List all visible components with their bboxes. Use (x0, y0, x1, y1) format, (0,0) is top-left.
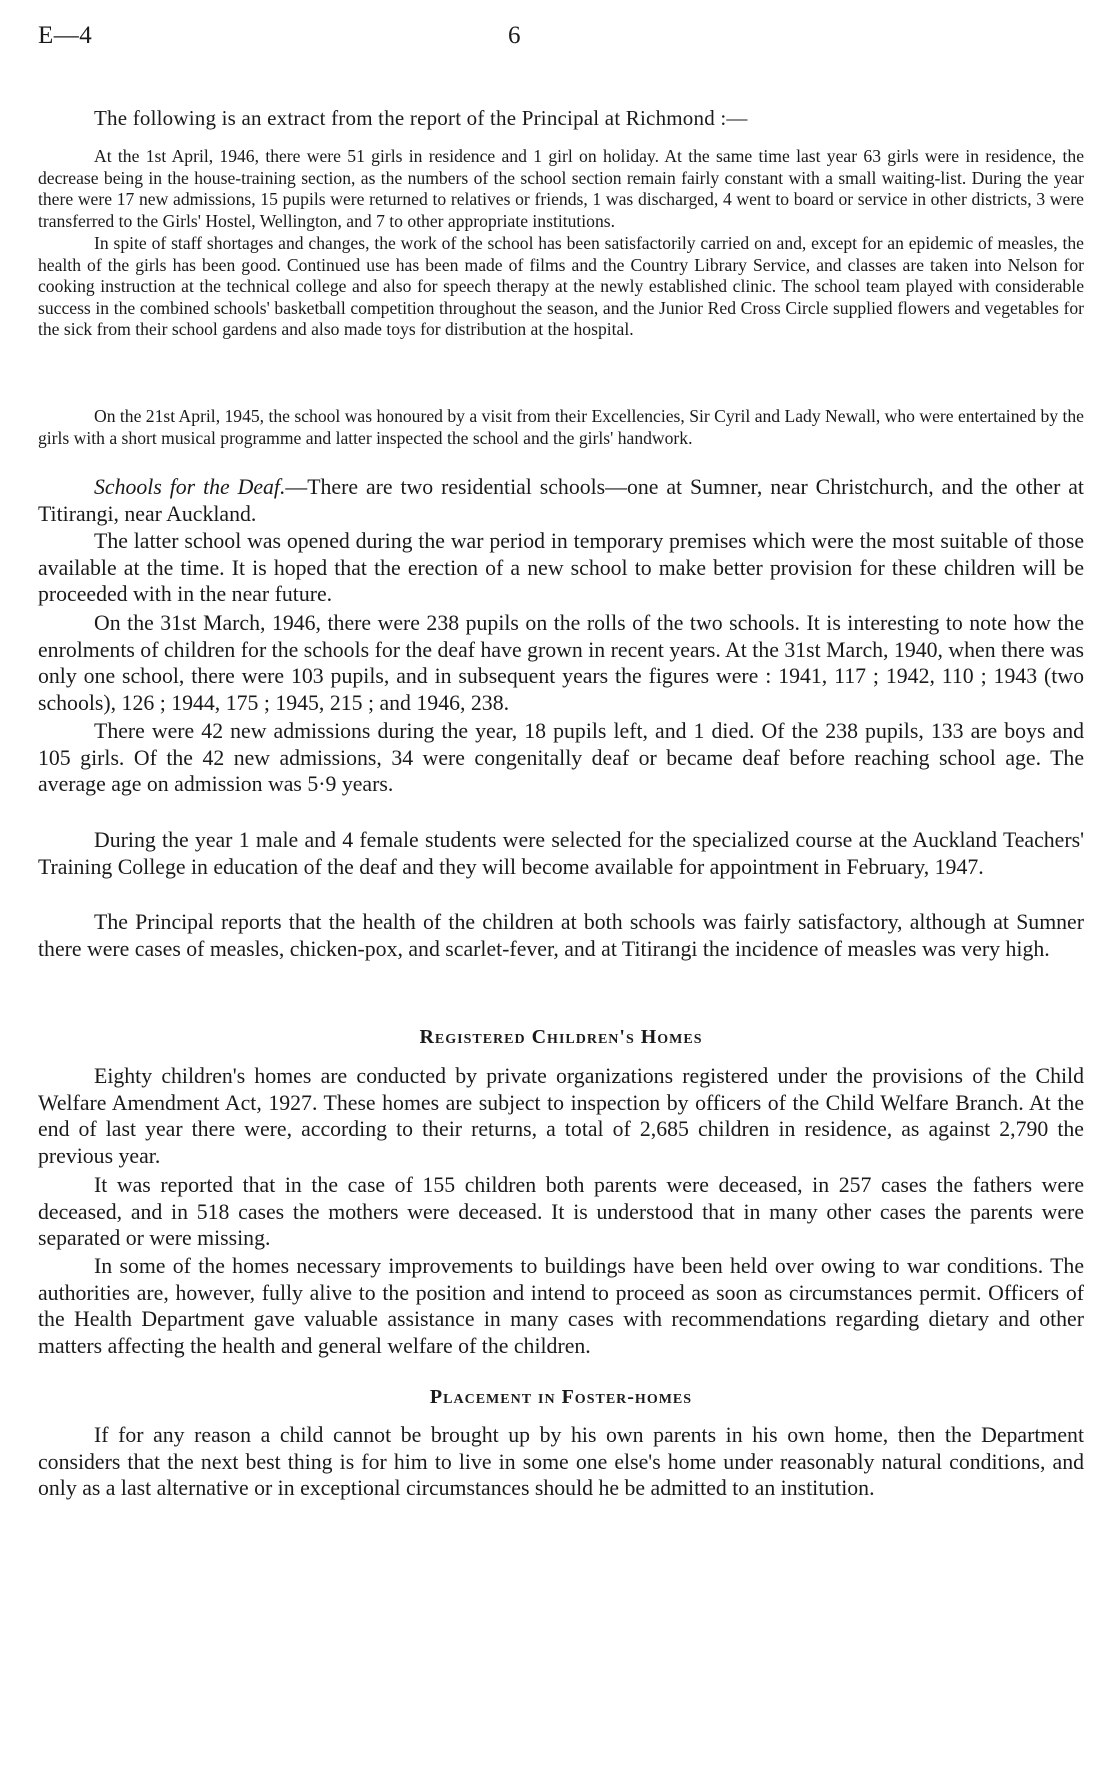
foster-homes-paragraph-1: If for any reason a child cannot be brought up by his own parents in his own home, then the Department considers that the next best thing is for him to live in some one else's home under reasonably natural conditions, and only as a last alternative or in exceptional circumstances should he be admitted to an institution. (38, 1423, 1084, 1501)
deaf-schools-paragraph-2: The latter school was opened during the war period in temporary premises which were the most suitable of those available at the time. It is hoped that the erection of a new school to make better provision for these children will be proceeded with in the near future. (38, 529, 1084, 607)
richmond-paragraph-1: At the 1st April, 1946, there were 51 girls in residence and 1 girl on holiday. At the same time last year 63 girls were in residence, the decrease being in the house-training section, as the numbers of the school section remain fairly constant with a small waiting-list. During the year there were 17 new admissions, 15 pupils were returned to relatives or friends, 1 was discharged, 4 went to board or service in other districts, 3 were transferred to the Girls' Hostel, Wellington, and 7 to other appropriate institutions. (38, 146, 1084, 231)
deaf-schools-paragraph-3: On the 31st March, 1946, there were 238 pupils on the rolls of the two schools. It is interesting to note how the enrolments of children for the schools for the deaf have grown in recent years. At the 31st March, 1940, when there was only one school, there were 103 pupils, and in subsequent years the figures were : 1941, 117 ; 1942, 110 ; 1943 (two schools), 126 ; 1944, 175 ; 1945, 215 ; and 1946, 238. (38, 611, 1084, 715)
registered-homes-paragraph-1: Eighty children's homes are conducted by private organizations registered under the provisions of the Child Welfare Amendment Act, 1927. These homes are subject to inspection by officers of the Child Welfare Branch. At the end of last year there were, according to their returns, a total of 2,685 children in residence, as against 2,790 the previous year. (38, 1064, 1084, 1168)
deaf-schools-lead: Schools for the Deaf. (94, 475, 286, 499)
deaf-schools-paragraph-1 (38, 474, 1084, 527)
deaf-schools-paragraph-5: During the year 1 male and 4 female students were selected for the specialized course at the Auckland Teachers' Training College in education of the deaf and they will become available for appointment in February, 1947. (38, 828, 1084, 879)
registered-homes-heading: Registered Children's Homes (419, 1026, 703, 1048)
richmond-paragraph-2: In spite of staff shortages and changes, the work of the school has been satisfactorily carried on and, except for an epidemic of measles, the health of the girls has been good. Continued use has been made of films and the Country Library Service, and classes are taken into Nelson for cooking instruction at the technical college and also for speech therapy at the newly established clinic. The school team played with considerable success in the combined schools' basketball competition throughout the season, and the Junior Red Cross Circle supplied flowers and vegetables for the sick from their school gardens and also made toys for distribution at the hospital. (38, 233, 1084, 340)
richmond-paragraph-3: On the 21st April, 1945, the school was honoured by a visit from their Excellencies, Sir Cyril and Lady Newall, who were entertained by the girls with a short musical programme and latter inspected the school and the girls' handwork. (38, 406, 1084, 448)
deaf-schools-paragraph-6: The Principal reports that the health of the children at both schools was fairly satisfactory, although at Sumner there were cases of measles, chicken-pox, and scarlet-fever, and at Titirangi the incidence of measles was very high. (38, 910, 1084, 961)
page-number: 6 (508, 22, 521, 49)
deaf-schools-lead-rest: —There are two residential schools—one at Sumner, near Christchurch, and the other at Titirangi, near Auckland. (38, 475, 1084, 526)
registered-homes-paragraph-2: It was reported that in the case of 155 children both parents were deceased, in 257 cases the fathers were deceased, and in 518 cases the mothers were deceased. It is understood that in many other cases the parents were separated or were missing. (38, 1173, 1084, 1251)
deaf-schools-paragraph-4: There were 42 new admissions during the year, 18 pupils left, and 1 died. Of the 238 pupils, 133 are boys and 105 girls. Of the 42 new admissions, 34 were congenitally deaf or became deaf before reaching school age. The average age on admission was 5·9 years. (38, 719, 1084, 797)
extract-intro: The following is an extract from the report of the Principal at Richmond :— (94, 106, 748, 130)
page-header-reference: E—4 (38, 22, 93, 49)
foster-homes-heading: Placement in Foster-homes (429, 1386, 693, 1408)
registered-homes-paragraph-3: In some of the homes necessary improvements to buildings have been held over owing to war conditions. The authorities are, however, fully alive to the position and intend to proceed as soon as circumstances permit. Officers of the Health Department gave valuable assistance in many cases with recommendations regarding dietary and other matters affecting the health and general welfare of the children. (38, 1254, 1084, 1358)
